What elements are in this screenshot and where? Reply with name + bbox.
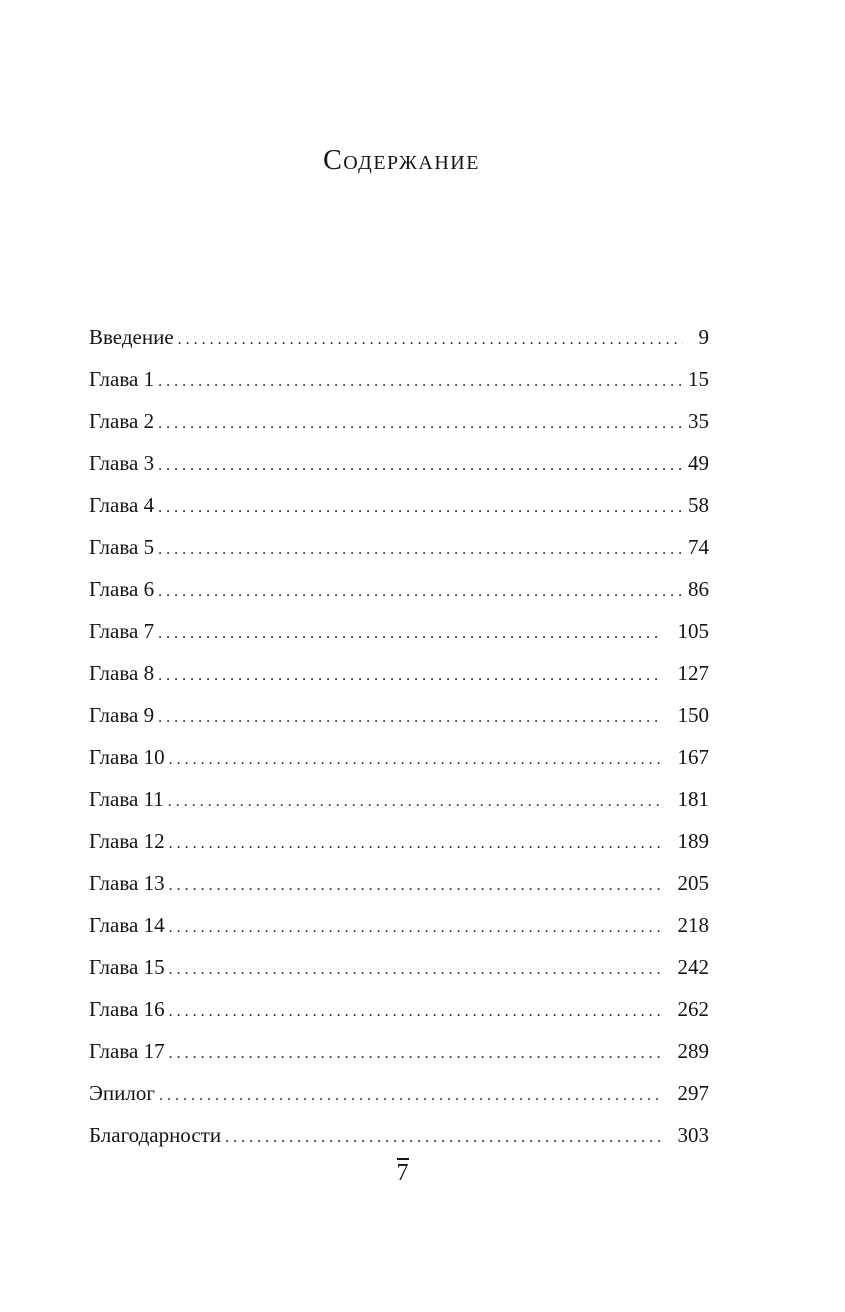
dot-leader bbox=[158, 655, 661, 694]
toc-entry-label: Глава 17 bbox=[89, 1039, 165, 1063]
dot-leader bbox=[158, 361, 683, 400]
dot-leader bbox=[169, 823, 661, 862]
toc-entry-label: Глава 8 bbox=[89, 661, 155, 685]
toc-entry-page: 86 bbox=[688, 577, 709, 601]
toc-entry-chapter-5[interactable] bbox=[89, 526, 709, 568]
toc-entry-label: Глава 3 bbox=[89, 451, 155, 475]
dot-leader bbox=[169, 991, 661, 1030]
dot-leader bbox=[169, 865, 661, 904]
dot-leader bbox=[158, 529, 683, 568]
toc-entry-page: 289 bbox=[677, 1039, 709, 1063]
toc-entry-label: Глава 7 bbox=[89, 619, 155, 643]
toc-entry-acknowledgments[interactable] bbox=[89, 1114, 709, 1156]
toc-entry-label: Глава 4 bbox=[89, 493, 155, 517]
toc-entry-label: Эпилог bbox=[89, 1081, 155, 1105]
toc-entry-label: Глава 15 bbox=[89, 955, 165, 979]
toc-entry-label: Благодарности bbox=[89, 1123, 222, 1147]
toc-entry-chapter-3[interactable] bbox=[89, 442, 709, 484]
dot-leader bbox=[225, 1117, 661, 1156]
dot-leader bbox=[169, 739, 661, 778]
toc-entry-chapter-8[interactable] bbox=[89, 652, 709, 694]
toc-entry-page: 150 bbox=[677, 703, 709, 727]
toc-entry-chapter-15[interactable] bbox=[89, 946, 709, 988]
toc-entry-label: Глава 2 bbox=[89, 409, 155, 433]
toc-entry-page: 218 bbox=[677, 913, 709, 937]
toc-entry-page: 9 bbox=[698, 325, 709, 349]
table-of-contents bbox=[89, 316, 709, 1156]
toc-entry-page: 35 bbox=[688, 409, 709, 433]
toc-entry-label: Глава 14 bbox=[89, 913, 165, 937]
toc-entry-chapter-7[interactable] bbox=[89, 610, 709, 652]
dot-leader bbox=[158, 613, 661, 652]
toc-entry-chapter-2[interactable] bbox=[89, 400, 709, 442]
dot-leader bbox=[169, 949, 661, 988]
dot-leader bbox=[169, 907, 661, 946]
toc-entry-page: 167 bbox=[677, 745, 709, 769]
toc-entry-label: Глава 11 bbox=[89, 787, 164, 811]
toc-entry-page: 105 bbox=[677, 619, 709, 643]
toc-entry-page: 189 bbox=[677, 829, 709, 853]
dot-leader bbox=[168, 781, 661, 820]
toc-entry-chapter-1[interactable] bbox=[89, 358, 709, 400]
toc-entry-page: 205 bbox=[677, 871, 709, 895]
dot-leader bbox=[158, 697, 661, 736]
toc-entry-chapter-6[interactable] bbox=[89, 568, 709, 610]
dot-leader bbox=[158, 571, 683, 610]
toc-entry-page: 74 bbox=[688, 535, 709, 559]
toc-entry-chapter-9[interactable] bbox=[89, 694, 709, 736]
page-title: Содержание bbox=[323, 145, 480, 176]
toc-entry-chapter-17[interactable] bbox=[89, 1030, 709, 1072]
toc-entry-label: Глава 12 bbox=[89, 829, 165, 853]
toc-entry-label: Глава 16 bbox=[89, 997, 165, 1021]
dot-leader bbox=[158, 445, 683, 484]
toc-entry-page: 297 bbox=[677, 1081, 709, 1105]
toc-entry-label: Глава 10 bbox=[89, 745, 165, 769]
toc-entry-label: Глава 1 bbox=[89, 367, 155, 391]
toc-entry-page: 15 bbox=[688, 367, 709, 391]
toc-entry-chapter-10[interactable] bbox=[89, 736, 709, 778]
dot-leader bbox=[159, 1075, 661, 1114]
page-number-value: 7 bbox=[396, 1160, 409, 1186]
toc-entry-page: 303 bbox=[677, 1123, 709, 1147]
dot-leader bbox=[169, 1033, 661, 1072]
toc-entry-page: 242 bbox=[677, 955, 709, 979]
toc-entry-introduction[interactable] bbox=[89, 316, 709, 358]
toc-entry-chapter-4[interactable] bbox=[89, 484, 709, 526]
toc-entry-chapter-13[interactable] bbox=[89, 862, 709, 904]
toc-entry-page: 181 bbox=[677, 787, 709, 811]
dot-leader bbox=[178, 319, 683, 358]
toc-entry-epilogue[interactable] bbox=[89, 1072, 709, 1114]
toc-entry-label: Введение bbox=[89, 325, 174, 349]
dot-leader bbox=[158, 403, 683, 442]
dot-leader bbox=[158, 487, 683, 526]
toc-entry-chapter-16[interactable] bbox=[89, 988, 709, 1030]
toc-entry-label: Глава 13 bbox=[89, 871, 165, 895]
toc-entry-label: Глава 5 bbox=[89, 535, 155, 559]
toc-entry-page: 49 bbox=[688, 451, 709, 475]
toc-entry-label: Глава 6 bbox=[89, 577, 155, 601]
toc-entry-chapter-11[interactable] bbox=[89, 778, 709, 820]
toc-entry-page: 262 bbox=[677, 997, 709, 1021]
toc-entry-label: Глава 9 bbox=[89, 703, 155, 727]
toc-entry-chapter-14[interactable] bbox=[89, 904, 709, 946]
toc-entry-page: 58 bbox=[688, 493, 709, 517]
toc-entry-page: 127 bbox=[677, 661, 709, 685]
toc-entry-chapter-12[interactable] bbox=[89, 820, 709, 862]
page-number bbox=[0, 1158, 805, 1187]
